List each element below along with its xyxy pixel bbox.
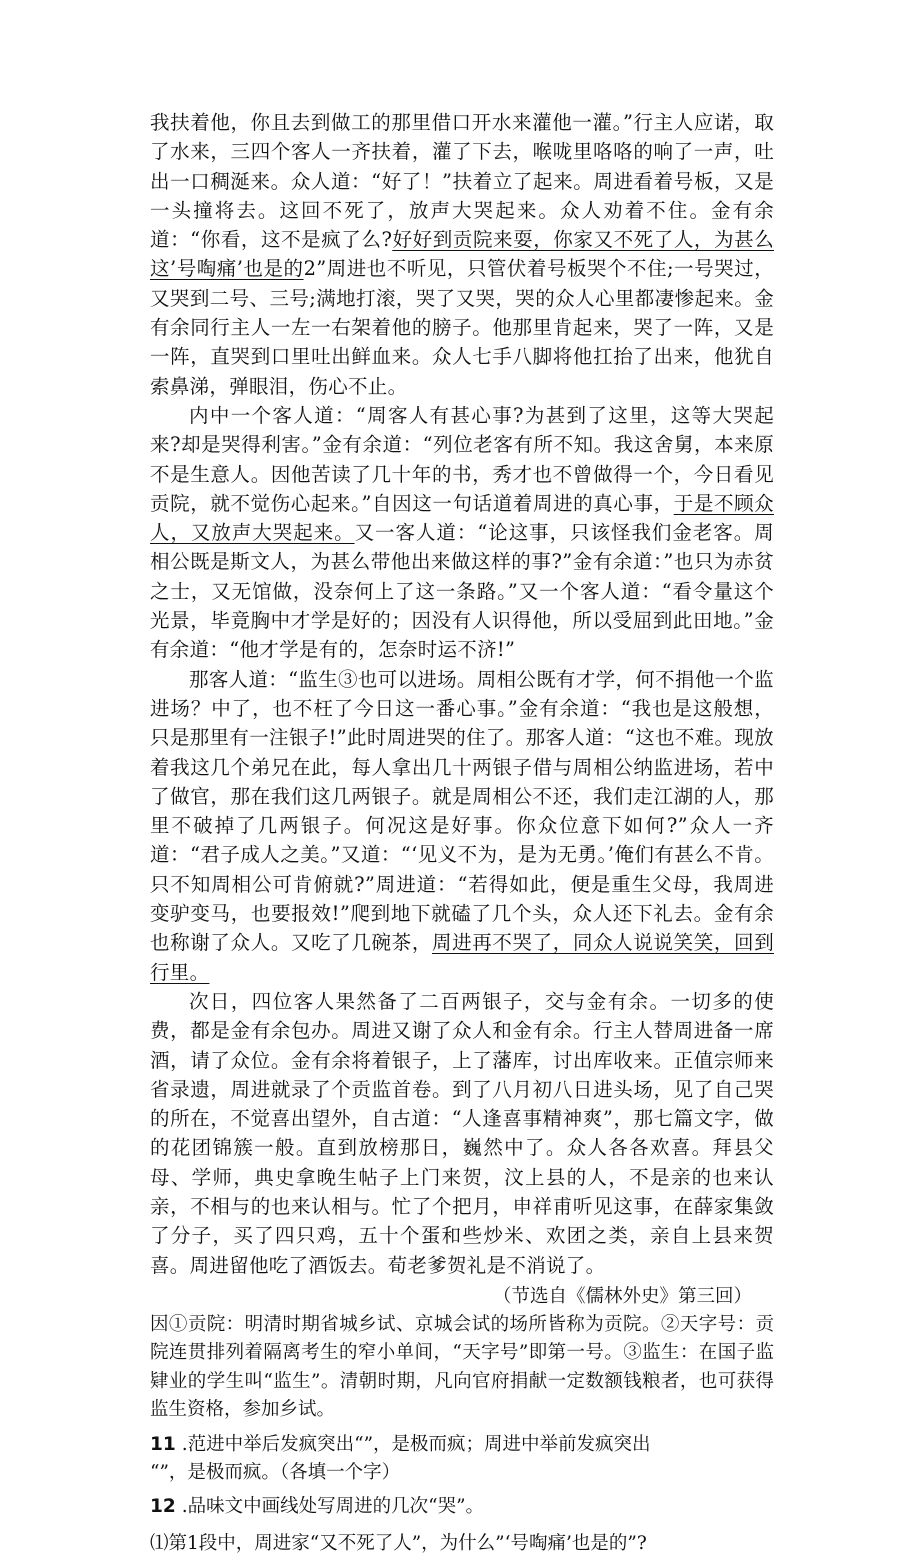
- paragraph-2: [150, 401, 774, 665]
- question-11-line-1: .范进中举后发疯突出“”，是极而疯；周进中举前发疯突出: [181, 1433, 651, 1455]
- p2-text-a: 内中一个客人道：“周客人有甚心事?为甚到了这里，这等大哭起来?却是哭得利害。”金有余道：“列位老客有所不知。我这舍舅，本来原不是生意人。因他苦读了几十年的书，秀才也不曾做得一个，今日看见贡院，就不觉伤心起来。”自因这一句话道着周进的真心事，: [150, 403, 774, 515]
- question-11-line-2: “”，是极而疯。（各填一个字）: [150, 1461, 401, 1483]
- document-page: [150, 108, 774, 1559]
- paragraph-4: 次日，四位客人果然备了二百两银子，交与金有余。一切多的使费，都是金有余包办。周进又谢了众人和金有余。行主人替周进备一席酒，请了众位。金有余将着银子，上了藩库，讨出库收来。正值宗师来省录遗，周进就录了个贡监首卷。到了八月初八日进头场，见了自己哭的所在，不觉喜出望外，自古道：“人逢喜事精神爽”，那七篇文字，做的花团锦簇一般。直到放榜那日，巍然中了。众人各各欢喜。拜县父母、学师，典史拿晚生帖子上门来贺，汶上县的人，不是亲的也来认亲，不相与的也来认相与。忙了个把月，申祥甫听见这事，在薛家集敛了分子，买了四只鸡，五十个蛋和些炒米、欢团之类，亲自上县来贺喜。周进留他吃了酒饭去。荀老爹贺礼是不消说了。: [150, 989, 774, 1277]
- paragraph-1: [150, 108, 774, 401]
- underlined-phrase-1: 好好到贡院来耍，你家又不死了人，为甚么这’号啕痛’也是的: [150, 228, 774, 281]
- question-12-number: 12: [150, 1495, 176, 1517]
- footnotes: 因①贡院：明清时期省城乡试、京城会试的场所皆称为贡院。②天字号：贡院连贯排列着隔离考生的窄小单间，“天字号”即第一号。③监生：在国子监肄业的学生叫“监生”。清朝时期，凡向官府捐献一定数额钱粮者，也可获得监生资格，参加乡试。: [150, 1313, 774, 1421]
- p2-text-b: 又一客人道：“论这事，只该怪我们金老客。周相公既是斯文人，为甚么带他出来做这样的事?”金有余道：”也只为赤贫之士，又无馆做，没奈何上了这一条路。”又一个客人道：“看令量这个光景，毕竟胸中才学是好的；因没有人识得他，所以受屈到此田地。”金有余道：“他才学是有的，怎奈时运不济!”: [150, 521, 774, 662]
- underlined-phrase-3: 周进再不哭了，同众人说说笑笑，回到行里。: [150, 931, 775, 984]
- source-citation: （节选自《儒林外史》第三回）: [492, 1285, 752, 1307]
- question-12-subquestion-1: ⑴第1段中，周进家“又不死了人”，为什么”‘号啕痛’也是的”?: [150, 1532, 647, 1554]
- paragraph-3: [150, 665, 774, 987]
- question-11: [150, 1431, 774, 1487]
- question-11-number: 11: [150, 1433, 176, 1455]
- question-12: [150, 1493, 774, 1521]
- underlined-phrase-2: 于是不顾众人，又放声大哭起来。: [150, 491, 774, 545]
- p1-text-b: 2”周进也不听见，只管伏着号板哭个不住;一号哭过，又哭到二号、三号;满地打滚，哭了又哭，哭的众人心里都凄惨起来。金有余同行主人一左一右架着他的膀子。他那里肯起来，哭了一阵，又是一阵，直哭到口里吐出鲜血来。众人七手八脚将他扛抬了出来，他犹自索鼻涕，弹眼泪，伤心不止。: [150, 257, 774, 398]
- p3-text-a: 那客人道：“监生③也可以进场。周相公既有才学，何不捐他一个监进场？中了，也不枉了今日这一番心事。”金有余道：“我也是这般想，只是那里有一注银子!”此时周进哭的住了。那客人道：“这也不难。现放着我这几个弟兄在此，每人拿出几十两银子借与周相公纳监进场，若中了做官，那在我们这几两银子。就是周相公不还，我们走江湖的人，那里不破掉了几两银子。何况这是好事。你众位意下如何?”众人一齐道：“君子成人之美。”又道：“‘见义不为，是为无勇。’俺们有甚么不肯。只不知周相公可肯俯就?”周进道：“若得如此，便是重生父母，我周进变驴变马，也要报效!”爬到地下就磕了几个头，众人还下礼去。金有余也称谢了众人。又吃了几碗茶，: [150, 667, 774, 955]
- question-12-text: .品味文中画线处写周进的几次“哭”。: [181, 1495, 485, 1517]
- p1-text-a: 我扶着他，你且去到做工的那里借口开水来灌他一灌。”行主人应诺，取了水来，三四个客人一齐扶着，灌了下去，喉咙里咯咯的响了一声，吐出一口稠涎来。众人道：“好了！”扶着立了起来。周进看着号板，又是一头撞将去。这回不死了，放声大哭起来。众人劝着不住。金有余道：“你看，这不是疯了么?: [150, 111, 774, 252]
